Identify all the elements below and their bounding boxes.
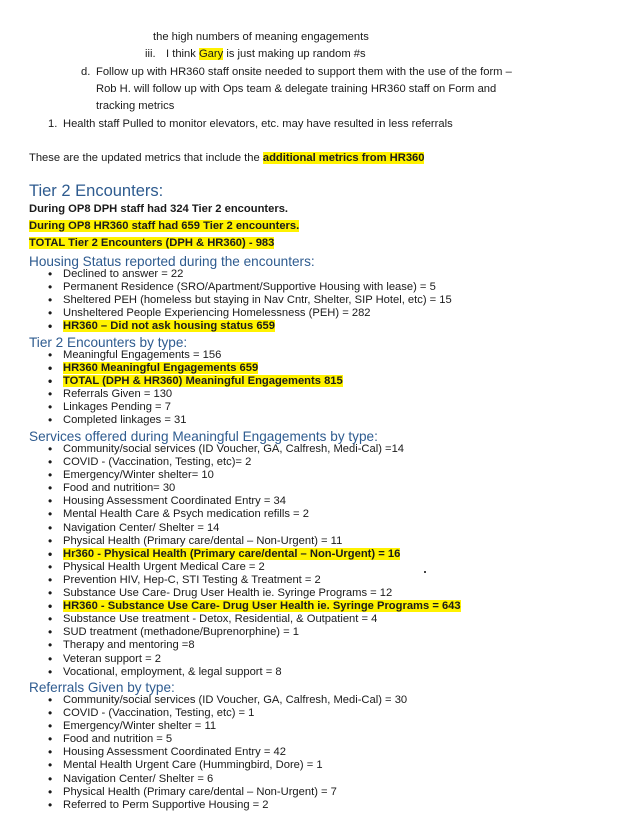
list-item: • Navigation Center/ Shelter = 14 — [48, 522, 461, 535]
list-item: • Physical Health (Primary care/dental – Non-Urgent) = 11 — [48, 535, 461, 548]
section-heading: Tier 2 Encounters by type: — [29, 335, 188, 350]
number-list-item: Health staff Pulled to monitor elevators, etc. may have resulted in less referrals — [63, 118, 453, 130]
list-item — [48, 548, 461, 561]
list-item: • Physical Health (Primary care/dental – Non-Urgent) = 7 — [48, 786, 407, 799]
list-item: • SUD treatment (methadone/Buprenorphine) = 1 — [48, 626, 461, 639]
stray-mark — [424, 571, 426, 573]
list-item: • Substance Use treatment - Detox, Residential, & Outpatient = 4 — [48, 613, 461, 626]
housing-list — [48, 268, 452, 333]
list-item: • Linkages Pending = 7 — [48, 401, 343, 414]
hr360-encounters — [29, 219, 299, 233]
list-item: • Navigation Center/ Shelter = 6 — [48, 773, 407, 786]
number-list-number: 1. — [48, 118, 58, 130]
list-item: • Unsheltered People Experiencing Homelessness (PEH) = 282 — [48, 307, 452, 320]
list-item — [48, 375, 343, 388]
list-item: • Meaningful Engagements = 156 — [48, 349, 343, 362]
list-item: • Mental Health Care & Psych medication refills = 2 — [48, 508, 461, 521]
list-item: • Food and nutrition = 5 — [48, 733, 407, 746]
highlighted-text: HR360 – Did not ask housing status 659 — [63, 320, 275, 333]
services-list — [48, 443, 461, 679]
by-type-list — [48, 349, 343, 428]
list-item: • Emergency/Winter shelter = 11 — [48, 720, 407, 733]
list-item: • Physical Health Urgent Medical Care = 2 — [48, 561, 461, 574]
highlighted-text: Hr360 - Physical Health (Primary care/dental – Non-Urgent) = 16 — [63, 547, 401, 560]
intro-paragraph — [29, 151, 424, 165]
letter-list-line: Rob H. will follow up with Ops team & delegate training HR360 staff on Form and — [96, 83, 497, 95]
highlighted-text: TOTAL Tier 2 Encounters (DPH & HR360) - 983 — [29, 237, 275, 249]
text-segment: These are the updated metrics that include the — [29, 152, 263, 164]
total-encounters — [29, 236, 274, 250]
list-item: • Permanent Residence (SRO/Apartment/Supportive Housing with lease) = 5 — [48, 281, 452, 294]
text-segment: I think — [166, 48, 199, 60]
list-item: • Sheltered PEH (homeless but staying in Nav Cntr, Shelter, SIP Hotel, etc) = 15 — [48, 294, 452, 307]
list-item: • Community/social services (ID Voucher, GA, Calfresh, Medi-Cal) = 30 — [48, 694, 407, 707]
list-item: • Prevention HIV, Hep-C, STI Testing & Treatment = 2 — [48, 574, 461, 587]
list-item: • Completed linkages = 31 — [48, 414, 343, 427]
roman-list-number: iii. — [145, 48, 156, 60]
highlighted-text: HR360 Meaningful Engagements 659 — [63, 362, 259, 375]
list-item: • COVID - (Vaccination, Testing, etc)= 2 — [48, 456, 461, 469]
list-item — [48, 320, 452, 333]
letter-list-line: tracking metrics — [96, 100, 175, 112]
list-item: • Vocational, employment, & legal support = 8 — [48, 666, 461, 679]
list-item: • Housing Assessment Coordinated Entry = 34 — [48, 495, 461, 508]
list-item: • Referrals Given = 130 — [48, 388, 343, 401]
text-line: the high numbers of meaning engagements — [153, 31, 369, 43]
list-item: • COVID - (Vaccination, Testing, etc) = 1 — [48, 707, 407, 720]
section-heading: Housing Status reported during the encounters: — [29, 254, 315, 269]
list-item: • Food and nutrition= 30 — [48, 482, 461, 495]
referrals-list — [48, 694, 407, 812]
list-item: • Veteran support = 2 — [48, 653, 461, 666]
list-item: • Community/social services (ID Voucher, GA, Calfresh, Medi-Cal) =14 — [48, 443, 461, 456]
text-segment: is just making up random #s — [223, 48, 366, 60]
list-item — [48, 600, 461, 613]
list-item: • Referred to Perm Supportive Housing = 2 — [48, 799, 407, 812]
highlighted-text: TOTAL (DPH & HR360) Meaningful Engagements 815 — [63, 375, 343, 388]
list-item: • Emergency/Winter shelter= 10 — [48, 469, 461, 482]
roman-list-item — [166, 47, 366, 61]
section-heading: Referrals Given by type: — [29, 680, 175, 695]
highlighted-text: HR360 - Substance Use Care- Drug User Health ie. Syringe Programs = 643 — [63, 600, 461, 613]
list-item: • Declined to answer = 22 — [48, 268, 452, 281]
section-heading: Services offered during Meaningful Engagements by type: — [29, 429, 378, 444]
highlighted-text: During OP8 HR360 staff had 659 Tier 2 encounters. — [29, 220, 300, 232]
list-item: • Housing Assessment Coordinated Entry = 42 — [48, 746, 407, 759]
section-heading: Tier 2 Encounters: — [29, 182, 164, 200]
list-item: • Mental Health Urgent Care (Hummingbird, Dore) = 1 — [48, 759, 407, 772]
highlighted-name: Gary — [198, 48, 224, 60]
highlighted-phrase: additional metrics from HR360 — [262, 152, 425, 164]
list-item — [48, 362, 343, 375]
list-item: • Substance Use Care- Drug User Health ie. Syringe Programs = 12 — [48, 587, 461, 600]
dph-encounters: During OP8 DPH staff had 324 Tier 2 encounters. — [29, 203, 289, 215]
list-item: • Therapy and mentoring =8 — [48, 639, 461, 652]
letter-list-line: Follow up with HR360 staff onsite needed to support them with the use of the form – — [96, 66, 512, 78]
letter-list-number: d. — [81, 66, 91, 78]
